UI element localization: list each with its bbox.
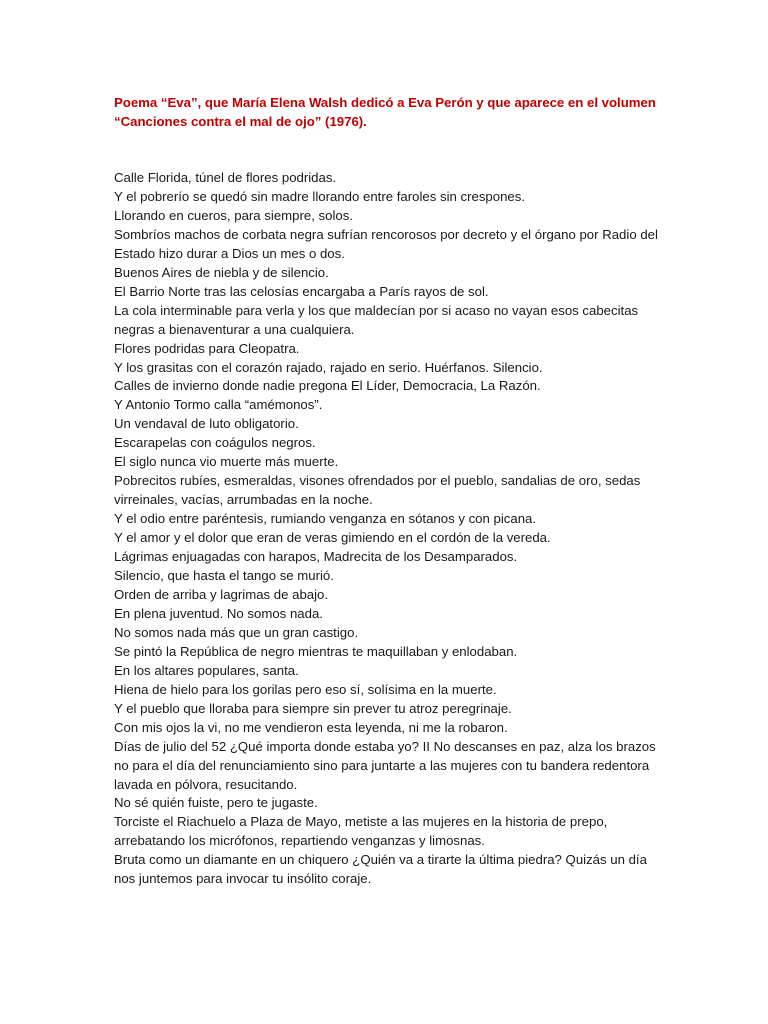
poem-text xyxy=(114,169,662,889)
poem-line: Un vendaval de luto obligatorio. xyxy=(114,416,299,432)
poem-line: Llorando en cueros, para siempre, solos. xyxy=(114,207,353,223)
poem-line: El siglo nunca vio muerte más muerte. xyxy=(114,454,339,470)
poem-line: Escarapelas con coágulos negros. xyxy=(114,435,316,451)
poem-line: Flores podridas para Cleopatra. xyxy=(114,340,300,356)
poem-line: En plena juventud. No somos nada. xyxy=(114,605,323,621)
poem-line: Bruta como un diamante en un chiquero ¿Quién va a tirarte la última piedra? Quizás un día nos juntemos para invocar tu insólito coraje. xyxy=(114,852,647,887)
poem-line: Buenos Aires de niebla y de silencio. xyxy=(114,264,329,280)
poem-line: Pobrecitos rubíes, esmeraldas, visones ofrendados por el pueblo, sandalias de oro, sedas virreinales, vacías, arrumbadas en la noche. xyxy=(114,473,641,508)
poem-line: No somos nada más que un gran castigo. xyxy=(114,624,359,640)
poem-line: Días de julio del 52 ¿Qué importa donde estaba yo? II No descanses en paz, alza los brazos no para el día del renunciamiento sino para juntarte a las mujeres con tu bandera redentora lavada en pólvora, resucitando. xyxy=(114,738,656,792)
poem-line: Torciste el Riachuelo a Plaza de Mayo, metiste a las mujeres en la historia de prepo, arrebatando los micrófonos, repartiendo venganzas y limosnas. xyxy=(114,814,608,849)
poem-line: La cola interminable para verla y los que maldecían por si acaso no vayan esos cabecitas negras a bienaventurar a una cualquiera. xyxy=(114,302,639,337)
poem-line: En los altares populares, santa. xyxy=(114,662,299,678)
poem-line: El Barrio Norte tras las celosías encargaba a París rayos de sol. xyxy=(114,283,489,299)
document-title: Poema “Eva”, que María Elena Walsh dedicó a Eva Perón y que aparece en el volumen “Canciones contra el mal de ojo” (1976). xyxy=(114,95,656,129)
poem-line: Y el pobrerío se quedó sin madre llorando entre faroles sin crespones. xyxy=(114,188,526,204)
poem-line: Orden de arriba y lagrimas de abajo. xyxy=(114,586,329,602)
poem-line: Y el amor y el dolor que eran de veras gimiendo en el cordón de la vereda. xyxy=(114,530,551,546)
poem-line: Silencio, que hasta el tango se murió. xyxy=(114,568,334,584)
poem-line: Con mis ojos la vi, no me vendieron esta leyenda, ni me la robaron. xyxy=(114,719,508,735)
poem-line: Y los grasitas con el corazón rajado, rajado en serio. Huérfanos. Silencio. xyxy=(114,359,543,375)
poem-line: Lágrimas enjuagadas con harapos, Madrecita de los Desamparados. xyxy=(114,549,518,565)
poem-line: Se pintó la República de negro mientras te maquillaban y enlodaban. xyxy=(114,643,518,659)
poem-line: Y el odio entre paréntesis, rumiando venganza en sótanos y con picana. xyxy=(114,511,537,527)
poem-line: Y el pueblo que lloraba para siempre sin prever tu atroz peregrinaje. xyxy=(114,700,512,716)
poem-line: Sombríos machos de corbata negra sufrían rencorosos por decreto y el órgano por Radio del Estado hizo durar a Dios un mes o dos. xyxy=(114,226,658,261)
poem-line: Hiena de hielo para los gorilas pero eso sí, solísima en la muerte. xyxy=(114,681,497,697)
poem-line: Calles de invierno donde nadie pregona El Líder, Democracia, La Razón. xyxy=(114,378,541,394)
poem-line: No sé quién fuiste, pero te jugaste. xyxy=(114,795,318,811)
poem-line: Y Antonio Tormo calla “amémonos”. xyxy=(114,397,323,413)
poem-line: Calle Florida, túnel de flores podridas. xyxy=(114,170,337,185)
